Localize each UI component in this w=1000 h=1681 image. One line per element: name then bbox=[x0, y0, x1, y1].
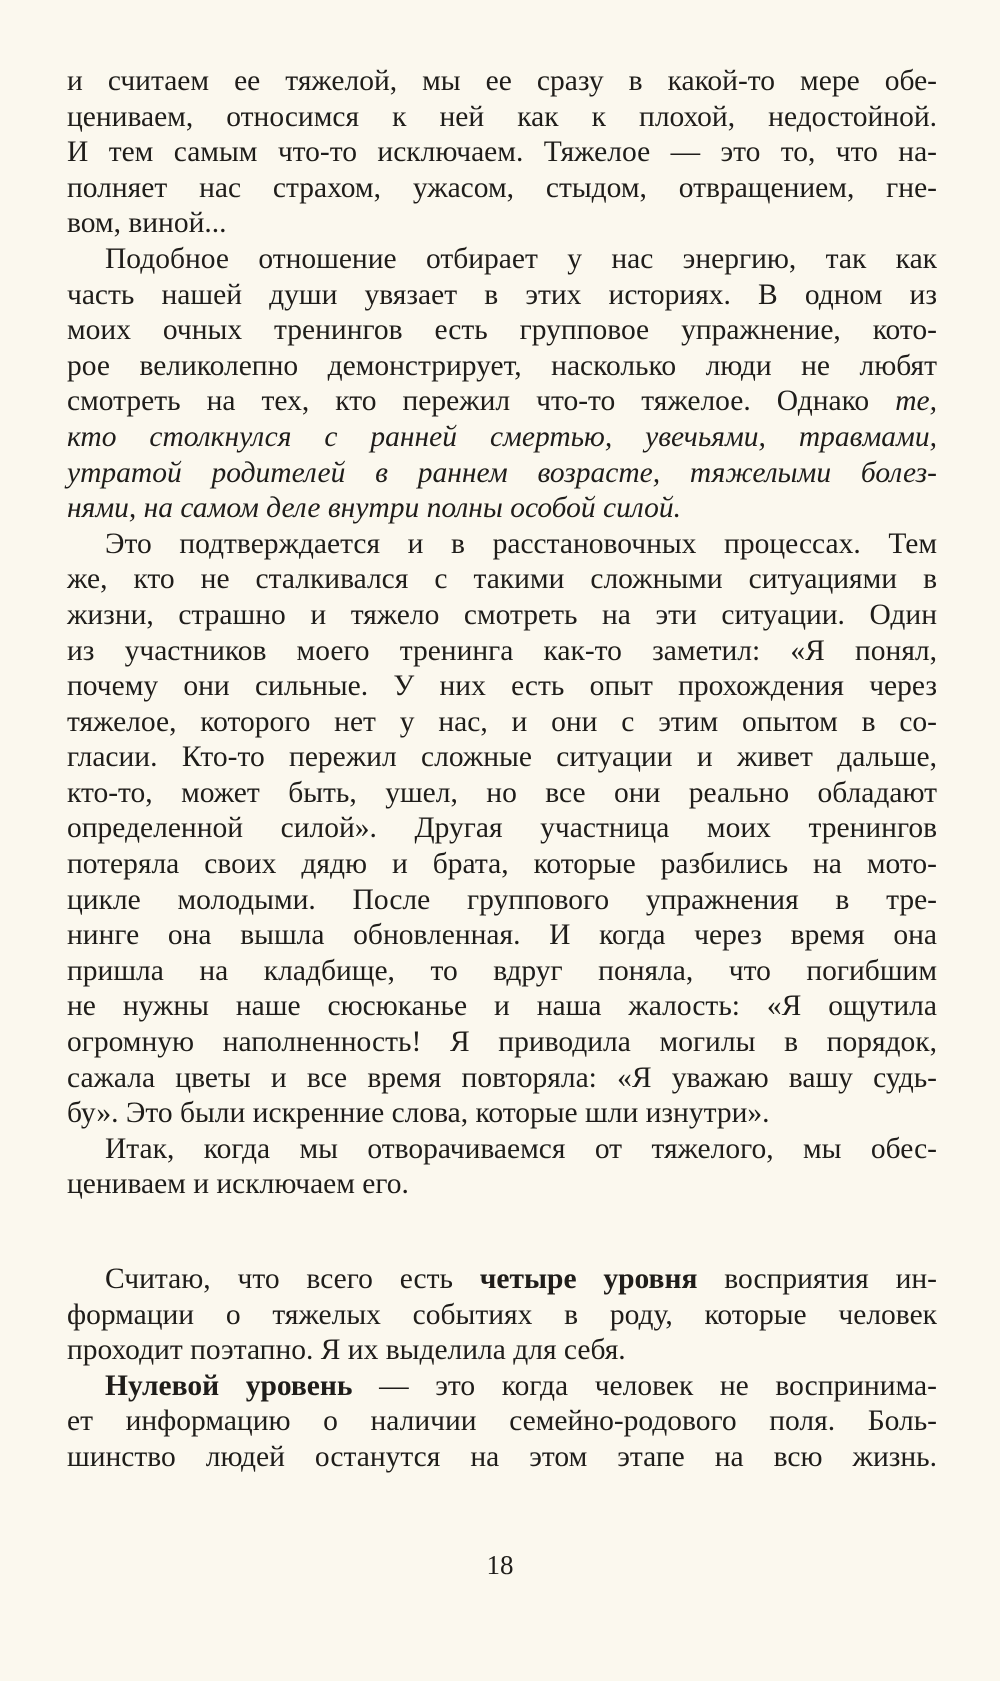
text-line: моих очных тренингов есть групповое упражнение, кото- bbox=[67, 314, 937, 347]
paragraph-1 bbox=[67, 64, 937, 242]
text-line: цениваем, относимся к ней как к плохой, недостойной. bbox=[67, 100, 937, 133]
text-line: шинство людей останутся на этом этапе на всю жизнь. bbox=[67, 1440, 937, 1473]
text-line: гласии. Кто-то пережил сложные ситуации и живет дальше, bbox=[67, 741, 937, 774]
text-line bbox=[67, 456, 937, 492]
bold-term: Нулевой уровень bbox=[105, 1369, 353, 1402]
text-span: восприятия ин- bbox=[697, 1263, 937, 1295]
text-line: из участников моего тренинга как-то заметил: «Я понял, bbox=[67, 634, 937, 667]
text-line: рое великолепно демонстрирует, насколько люди не любят bbox=[67, 349, 937, 382]
text-line: цениваем и исключаем его. bbox=[67, 1168, 409, 1201]
text-span: смотреть на тех, кто пережил что-то тяжелое. Однако bbox=[67, 385, 896, 418]
page-text bbox=[67, 64, 937, 1476]
text-line: же, кто не сталкивался с такими сложными ситуациями в bbox=[67, 563, 937, 596]
text-line: бу». Это были искренние слова, которые шли изнутри». bbox=[67, 1097, 770, 1130]
text-line bbox=[67, 420, 937, 456]
text-line: Итак, когда мы отворачиваемся от тяжелого, мы обес- bbox=[105, 1132, 937, 1165]
text-line: сажала цветы и все время повторяла: «Я уважаю вашу судь- bbox=[67, 1061, 937, 1094]
text-span: Считаю, что всего есть bbox=[105, 1263, 480, 1295]
paragraph-4 bbox=[67, 1132, 937, 1203]
bold-term: четыре уровня bbox=[479, 1263, 698, 1295]
text-line: ет информацию о наличии семейно-родового поля. Боль- bbox=[67, 1405, 937, 1438]
paragraph-2 bbox=[67, 242, 937, 527]
text-line: потеряла своих дядю и брата, которые разбились на мото- bbox=[67, 848, 937, 881]
text-line: и считаем ее тяжелой, мы ее сразу в какой-то мере обе- bbox=[67, 65, 937, 97]
page-number: 18 bbox=[486, 1550, 514, 1580]
italic-text: нями, на самом деле внутри полны особой силой. bbox=[67, 492, 681, 525]
italic-text: утратой родителей в раннем возрасте, тяжелыми болез- bbox=[67, 456, 937, 489]
text-line: определенной силой». Другая участница моих тренингов bbox=[67, 812, 937, 845]
text-line: часть нашей души увязает в этих историях. В одном из bbox=[67, 278, 937, 311]
text-line: Подобное отношение отбирает у нас энергию, так как bbox=[105, 242, 937, 275]
text-line: не нужны наше сюсюканье и наша жалость: «Я ощутила bbox=[67, 990, 937, 1023]
text-line: жизни, страшно и тяжело смотреть на эти ситуации. Один bbox=[67, 598, 937, 631]
text-line bbox=[67, 1262, 937, 1298]
text-line: пришла на кладбище, то вдруг поняла, что погибшим bbox=[67, 954, 937, 987]
text-line: проходит поэтапно. Я их выделила для себя. bbox=[67, 1334, 626, 1367]
text-line bbox=[67, 491, 937, 527]
paragraph-3 bbox=[67, 527, 937, 1132]
section-break bbox=[67, 1203, 937, 1262]
text-line: почему они сильные. У них есть опыт прохождения через bbox=[67, 670, 937, 703]
text-line bbox=[67, 1369, 937, 1405]
text-line: тяжелое, которого нет у нас, и они с этим опытом в со- bbox=[67, 705, 937, 738]
text-span: — это когда человек не воспринима- bbox=[352, 1369, 937, 1402]
italic-text: те, bbox=[895, 385, 937, 418]
paragraph-5 bbox=[67, 1262, 937, 1369]
text-line: нинге она вышла обновленная. И когда через время она bbox=[67, 919, 937, 952]
text-line: цикле молодыми. После группового упражнения в тре- bbox=[67, 883, 937, 916]
text-line: И тем самым что-то исключаем. Тяжелое — это то, что на- bbox=[67, 136, 937, 169]
text-line: Это подтверждается и в расстановочных процессах. Тем bbox=[105, 527, 937, 560]
text-line: формации о тяжелых событиях в роду, которые человек bbox=[67, 1298, 937, 1331]
text-line: огромную наполненность! Я приводила могилы в порядок, bbox=[67, 1026, 937, 1059]
text-line: вом, виной... bbox=[67, 207, 227, 240]
paragraph-6 bbox=[67, 1369, 937, 1476]
italic-text: кто столкнулся с ранней смертью, увечьями, травмами, bbox=[67, 420, 937, 453]
text-line bbox=[67, 384, 937, 420]
text-line: кто-то, может быть, ушел, но все они реально обладают bbox=[67, 776, 937, 809]
text-line: полняет нас страхом, ужасом, стыдом, отвращением, гне- bbox=[67, 171, 937, 204]
